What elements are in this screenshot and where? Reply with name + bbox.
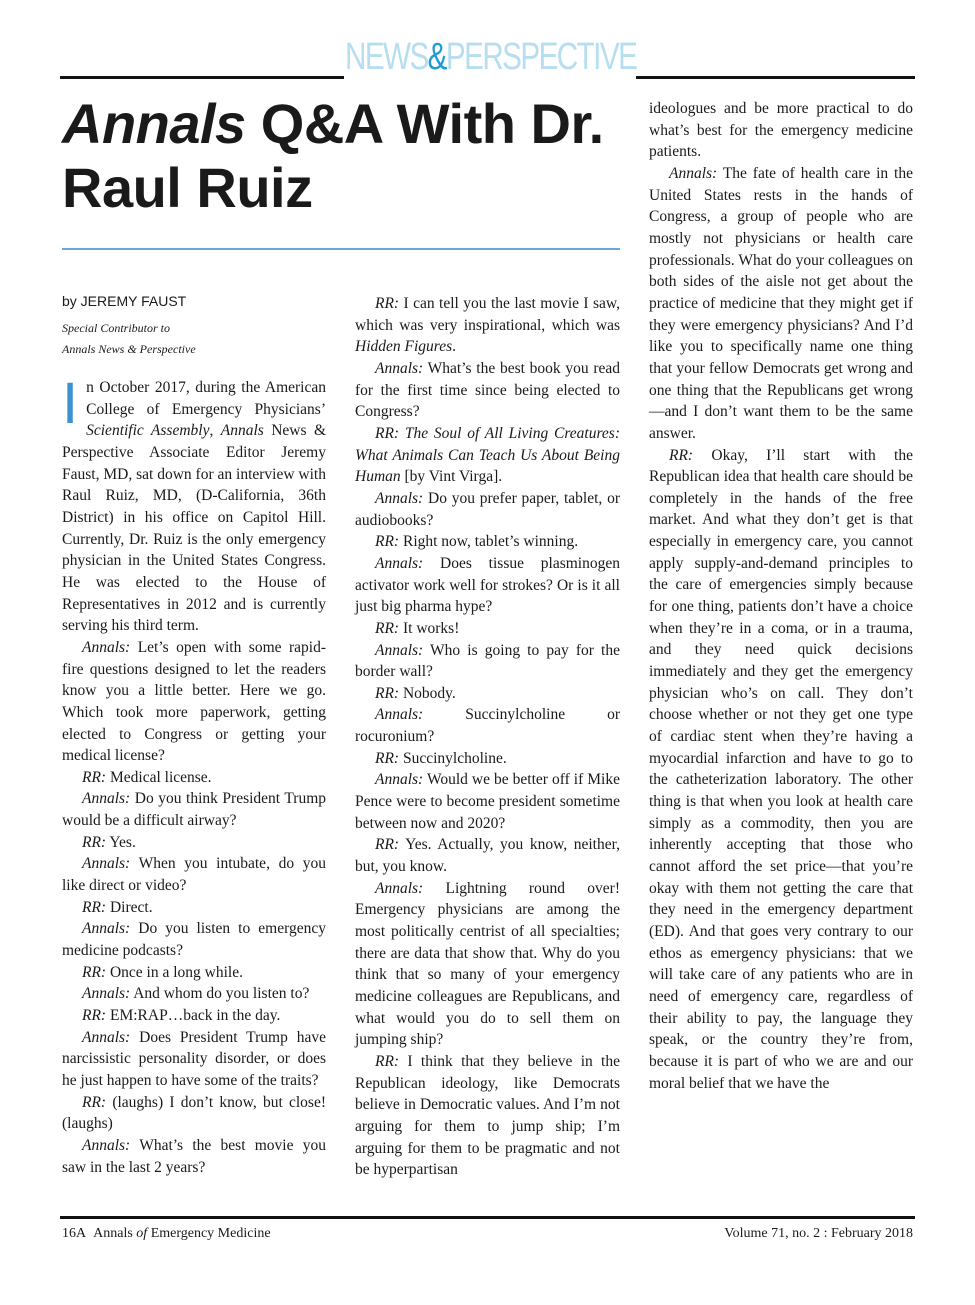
title-divider: [62, 248, 620, 250]
footer-journal: 16A Annals of Emergency Medicine: [62, 1226, 271, 1241]
speaker-label: RR:: [82, 963, 107, 981]
qa-paragraph: Annals: Do you listen to emergency medicine podcasts?: [62, 920, 326, 960]
qa-paragraph: RR: Yes. Actually, you know, neither, but, you know.: [355, 836, 620, 876]
column-3: [649, 98, 913, 1094]
speaker-label: Annals:: [375, 706, 424, 724]
qa-paragraph: RR: Yes.: [82, 833, 136, 851]
speaker-label: Annals:: [82, 985, 131, 1003]
qa-paragraph: Annals: What’s the best book you read for the first time since being elected to Congress?: [355, 359, 620, 421]
speaker-label: RR:: [82, 1093, 107, 1111]
byline: by JEREMY FAUST: [62, 293, 187, 309]
intro-paragraph: In October 2017, during the American College of Emergency Physicians’ Scientific Assembly, Annals News & Perspective Associate Editor Jeremy Faust, MD, sat down for an interview with Raul Ruiz, MD, (D-California, 36th District) in his office on Capitol Hill. Currently, Dr. Ruiz is the only emergency physician in the United States Congress. He was elected to the House of Representatives in 2012 and is currently serving his third term.: [62, 371, 327, 635]
section-label: NEWS&PERSPECTIVE: [345, 36, 637, 78]
speaker-label: RR:: [82, 768, 107, 786]
speaker-label: Annals:: [82, 1028, 131, 1046]
footer-rule: [60, 1216, 915, 1219]
speaker-label: Annals:: [375, 554, 424, 572]
column-3-dialogue: [649, 163, 913, 1094]
qa-paragraph: Annals: The fate of health care in the United States rests in the hands of Congress, a group of people who are mostly not physicians or health care professionals. What do your colleagues on both sides of the aisle not get about the practice of medicine that they might get if they were emergency physicians? And I’d like you to specifically name one thing that your fellow Democrats get wrong and one thing that the Republicans get wrong—and I don’t want them to be the same answer.: [649, 164, 913, 442]
qa-paragraph: RR: Succinylcholine.: [375, 749, 507, 767]
speaker-label: RR:: [82, 833, 107, 851]
qa-paragraph: RR: I can tell you the last movie I saw, which was very inspirational, which was Hidden Figures.: [355, 295, 620, 356]
title-text: Q&A With Dr. Raul Ruiz: [62, 92, 604, 219]
speaker-label: Annals:: [82, 920, 131, 938]
qa-paragraph: RR: The Soul of All Living Creatures: What Animals Can Teach Us About Being Human [by Vint Virga].: [355, 424, 620, 486]
qa-paragraph: RR: Okay, I’ll start with the Republican idea that health care should be completely in the hands of the free market. And what they don’t get is that especially in emergency care, you cannot apply supply-and-demand principles to the care of emergencies simply because for one thing, patients don’t have a choice when they’re in a coma, or in a trauma, and they need quick decisions immediately and they get the emergency physician who’s on call. They don’t choose whether or not they get one type of cardiac stent when they’re having a myocardial infarction and have to go to the catheterization laboratory. The other thing is that when you look at health care simply as a commodity, then you are inherently accepting that those who cannot afford the set price—that you’re okay with them not getting the care that they need in the emergency department (ED). And that goes very contrary to our ethos as emergency physicians: that we will take care of any patients who are in need of emergency care, regardless of their ability to pay, the language they speak, or the country they’re from, because it is part of who we are and our moral belief that we have the: [649, 446, 913, 1092]
contributor-note: Special Contributor to Annals News & Perspective: [62, 321, 196, 356]
qa-paragraph: RR: It works!: [375, 619, 460, 637]
qa-paragraph: Annals: Succinylcholine or rocuronium?: [355, 706, 620, 746]
qa-paragraph: RR: Medical license.: [82, 768, 212, 786]
speaker-label: RR:: [375, 684, 400, 702]
qa-paragraph: Annals: Do you prefer paper, tablet, or audiobooks?: [355, 489, 620, 529]
footer-volume: Volume 71, no. 2 : February 2018: [724, 1226, 913, 1241]
qa-paragraph: RR: Direct.: [82, 898, 153, 916]
speaker-label: RR:: [375, 836, 400, 854]
qa-paragraph: Annals: Lightning round over! Emergency physicians are among the most politically centrist of all specialties; there are data that show that. Why do you think that so many of your emergency medicine colleagues are Republicans, and what would you do to sell them on jumping ship?: [355, 879, 620, 1049]
title-journal-name: Annals: [62, 92, 246, 155]
speaker-label: Annals:: [375, 771, 424, 789]
qa-paragraph: RR: Nobody.: [375, 684, 456, 702]
speaker-label: Annals:: [375, 879, 424, 897]
column-2-dialogue: [355, 488, 620, 1181]
column-1: [62, 371, 327, 1178]
header-rule-left: [60, 76, 344, 79]
speaker-label: RR:: [375, 619, 400, 637]
speaker-label: Annals:: [82, 855, 131, 873]
speaker-label: RR:: [82, 898, 107, 916]
speaker-label: RR:: [669, 446, 694, 464]
qa-paragraph: Annals: Would we be better off if Mike Pence were to become president sometime between now and 2020?: [355, 771, 620, 832]
page-number: 16A: [62, 1226, 87, 1241]
qa-paragraph: Annals: Who is going to pay for the border wall?: [355, 641, 620, 681]
qa-paragraph: RR: (laughs) I don’t know, but close! (laughs): [62, 1093, 326, 1133]
qa-paragraph: RR: Once in a long while.: [82, 963, 243, 981]
qa-paragraph: Annals: Let’s open with some rapid-fire questions designed to let the readers know you a little better. Here we go. Which took more paperwork, getting elected to Congress or getting your medical license?: [62, 638, 326, 765]
column-1-dialogue: [62, 637, 326, 1178]
qa-paragraph: Annals: And whom do you listen to?: [82, 985, 310, 1003]
continued-paragraph: ideologues and be more practical to do what’s best for the emergency medicine patients.: [649, 100, 913, 161]
speaker-label: RR:: [375, 749, 400, 767]
qa-paragraph: RR: I think that they believe in the Republican ideology, like Democrats believe in Democratic values. And I’m not arguing for them to jump ship; I’m arguing for them to be pragmatic and not be hyperpartisan: [355, 1052, 620, 1179]
article-title: [62, 92, 632, 220]
speaker-label: RR:: [82, 1007, 107, 1025]
speaker-label: Annals:: [375, 641, 424, 659]
qa-paragraph: Annals: Does tissue plasminogen activator work well for strokes? Or is it all just big pharma hype?: [355, 554, 620, 616]
speaker-label: Annals:: [375, 489, 424, 507]
column-2: [355, 293, 620, 1181]
drop-cap: I: [62, 371, 79, 436]
header-rule-right: [636, 76, 915, 79]
qa-paragraph: Annals: When you intubate, do you like direct or video?: [62, 855, 326, 895]
speaker-label: Annals:: [82, 790, 131, 808]
qa-paragraph: RR: Right now, tablet’s winning.: [375, 533, 579, 551]
speaker-label: Annals:: [82, 638, 131, 656]
speaker-label: RR:: [375, 1052, 400, 1070]
qa-paragraph: Annals: What’s the best movie you saw in the last 2 years?: [62, 1136, 326, 1176]
qa-paragraph: Annals: Does President Trump have narcissistic personality disorder, or does he just happen to have some of the traits?: [62, 1028, 326, 1089]
speaker-label: RR:: [375, 533, 400, 551]
speaker-label: Annals:: [669, 164, 718, 182]
qa-paragraph: RR: EM:RAP…back in the day.: [82, 1007, 281, 1025]
speaker-label: Annals:: [82, 1136, 131, 1154]
qa-paragraph: Annals: Do you think President Trump would be a difficult airway?: [62, 790, 326, 830]
